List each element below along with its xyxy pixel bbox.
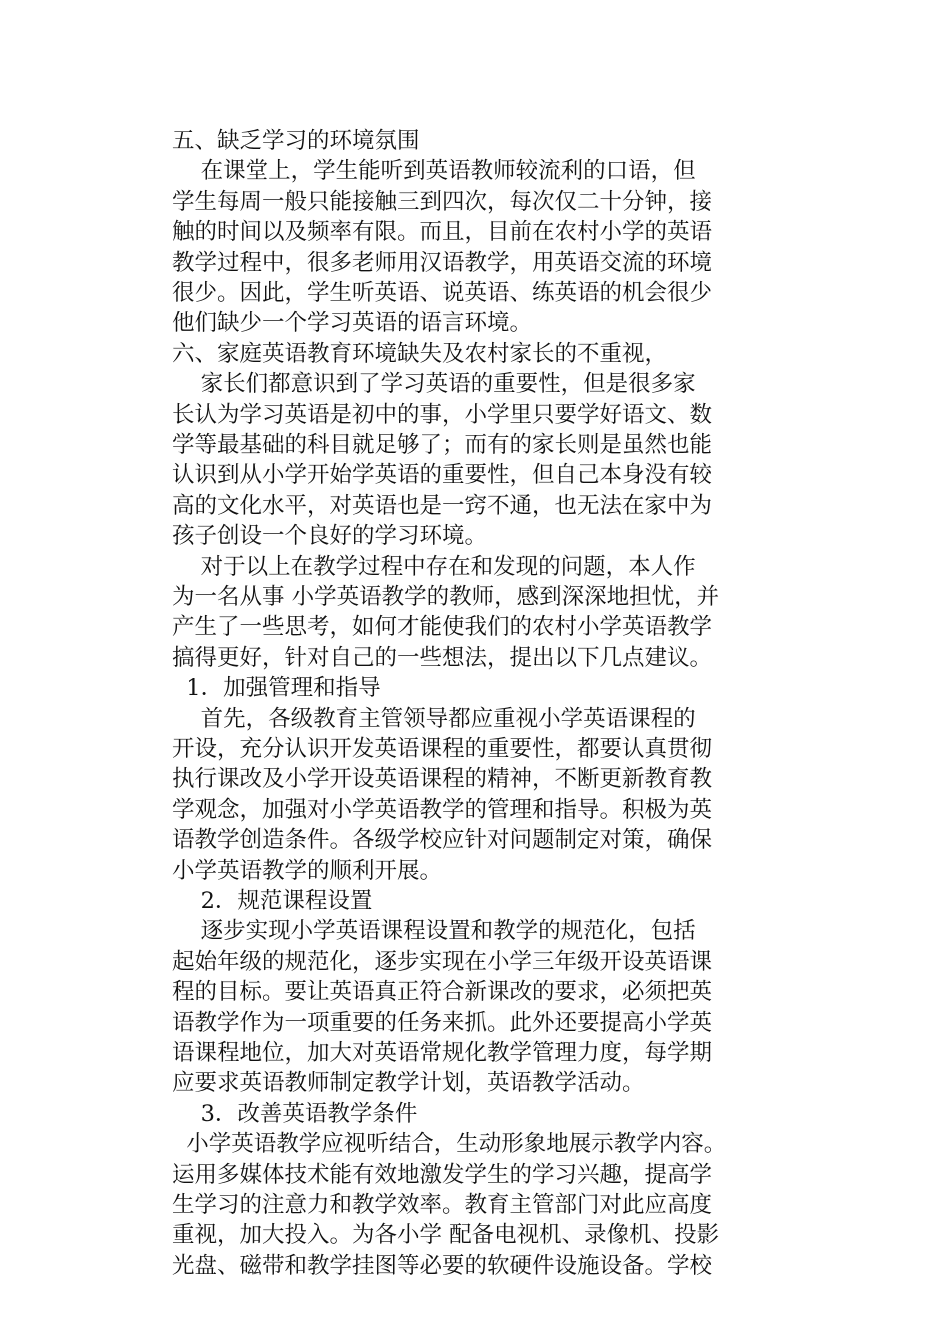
text-line: 应要求英语教师制定教学计划，英语教学活动。 (172, 1070, 645, 1097)
text-line: 重视，加大投入。为各小学 配备电视机、录像机、投影 (172, 1222, 720, 1249)
text-line: 五、缺乏学习的环境氛围 (172, 128, 420, 154)
text-line: 首先，各级教育主管领导都应重视小学英语课程的 (172, 705, 696, 732)
text-line: 语教学作为一项重要的任务来抓。此外还要提高小学英 (172, 1009, 713, 1036)
text-line: 小学英语教学应视听结合，生动形象地展示教学内容。 (172, 1131, 727, 1158)
text-line: 2．规范课程设置 (172, 888, 373, 914)
text-line: 长认为学习英语是初中的事，小学里只要学好语文、数 (172, 401, 713, 428)
text-line: 家长们都意识到了学习英语的重要性，但是很多家 (172, 371, 696, 398)
text-line: 六、家庭英语教育环境缺失及农村家长的不重视， (172, 340, 668, 367)
text-line: 在课堂上，学生能听到英语教师较流利的口语，但 (172, 158, 696, 185)
text-line: 他们缺少一个学习英语的语言环境。 (172, 310, 533, 337)
text-line: 生学习的注意力和教学效率。教育主管部门对此应高度 (172, 1192, 713, 1218)
text-line: 高的文化水平，对英语也是一窍不通，也无法在家中为 (172, 492, 713, 519)
text-line: 认识到从小学开始学英语的重要性，但自己本身没有较 (172, 462, 713, 489)
text-line: 搞得更好，针对自己的一些想法，提出以下几点建议。 (172, 644, 713, 671)
text-line: 小学英语教学的顺利开展。 (172, 857, 443, 884)
text-line: 触的时间以及频率有限。而且，目前在农村小学的英语 (172, 219, 713, 246)
text-line: 语课程地位，加大对英语常规化教学管理力度，每学期 (172, 1040, 713, 1066)
text-line: 3．改善英语教学条件 (172, 1100, 418, 1127)
text-line: 光盘、磁带和教学挂图等必要的软硬件设施设备。学校 (172, 1252, 713, 1279)
text-line: 程的目标。要让英语真正符合新课改的要求，必须把英 (172, 979, 713, 1006)
text-line: 执行课改及小学开设英语课程的精神，不断更新教育教 (172, 766, 713, 793)
text-line: 对于以上在教学过程中存在和发现的问题，本人作 (172, 553, 696, 580)
text-line: 教学过程中，很多老师用汉语教学，用英语交流的环境 (172, 249, 713, 276)
text-line: 语教学创造条件。各级学校应针对问题制定对策，确保 (172, 827, 713, 854)
text-line: 1．加强管理和指导 (172, 675, 381, 702)
text-line: 产生了一些思考，如何才能使我们的农村小学英语教学 (172, 614, 713, 641)
text-line: 学等最基础的科目就足够了；而有的家长则是虽然也能 (172, 432, 713, 458)
text-line: 运用多媒体技术能有效地激发学生的学习兴趣，提高学 (172, 1161, 713, 1188)
text-line: 逐步实现小学英语课程设置和教学的规范化，包括 (172, 918, 696, 945)
text-line: 很少。因此，学生听英语、说英语、练英语的机会很少 (172, 280, 713, 306)
text-line: 为一名从事 小学英语教学的教师，感到深深地担忧，并 (172, 584, 720, 610)
text-line: 学观念，加强对小学英语教学的管理和指导。积极为英 (172, 796, 713, 823)
text-line: 开设，充分认识开发英语课程的重要性，都要认真贯彻 (172, 736, 713, 762)
text-line: 学生每周一般只能接触三到四次，每次仅二十分钟，接 (172, 188, 713, 215)
text-line: 孩子创设一个良好的学习环境。 (172, 523, 488, 550)
text-line: 起始年级的规范化，逐步实现在小学三年级开设英语课 (172, 948, 713, 975)
